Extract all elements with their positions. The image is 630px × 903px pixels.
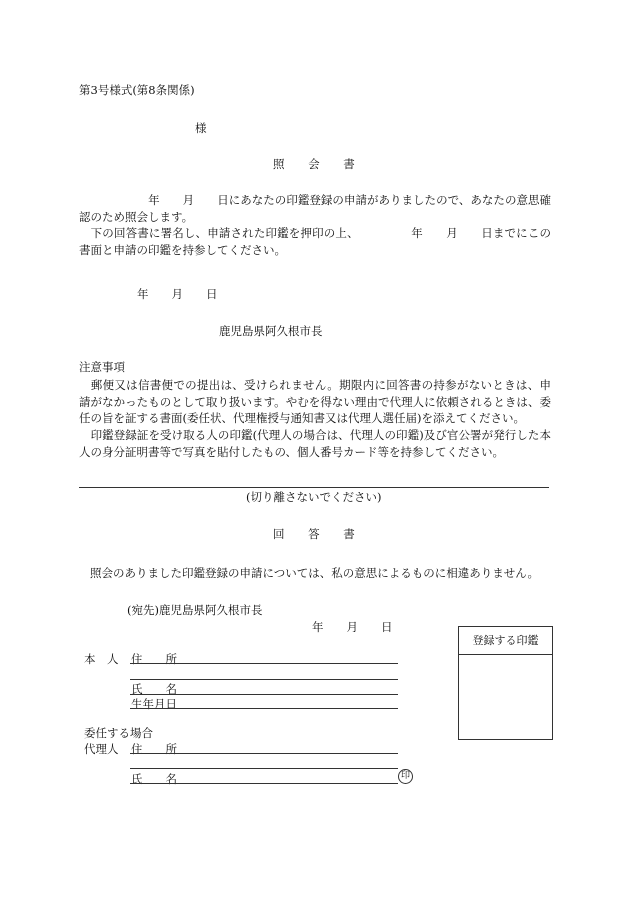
inquiry-body: [79, 192, 551, 259]
delegation-label: 委任する場合: [84, 726, 153, 740]
name-label: 氏 名: [131, 682, 177, 696]
address-line-1[interactable]: [130, 663, 398, 664]
cut-line: [79, 487, 549, 488]
self-label: 本 人: [84, 652, 119, 666]
inquiry-paragraph-2: 下の回答書に署名し、申請された印鑑を押印の上、 年 月 日までにこの書面と申請の印鑑を持参してください。: [79, 226, 551, 258]
form-id: 第3号様式(第8条関係): [79, 83, 195, 97]
agent-name-line[interactable]: [130, 783, 398, 784]
agent-address-line-2[interactable]: [130, 768, 398, 769]
stamp-box-label: 登録する印鑑: [459, 627, 552, 655]
name-line[interactable]: [130, 694, 398, 695]
reply-title: 回 答 書: [273, 527, 355, 541]
inquiry-date: 年 月 日: [137, 287, 218, 301]
agent-address-label: 住 所: [131, 742, 177, 756]
notes-heading: 注意事項: [79, 360, 125, 374]
addressee-suffix: 様: [195, 121, 207, 135]
notes-paragraph-1: 郵便又は信書便での提出は、受けられません。期限内に回答書の持参がないときは、申請がなかったものとして取り扱います。やむを得ない理由で代理人に依頼されるときは、委任の旨を証する書面(委任状、代理権授与通知書又は代理人選任届)を添えてください。: [79, 378, 551, 426]
reply-addressee: (宛先)鹿児島県阿久根市長: [127, 603, 263, 617]
issuer: 鹿児島県阿久根市長: [219, 324, 323, 338]
birth-label: 生年月日: [131, 697, 177, 711]
agent-address-line-1[interactable]: [130, 753, 398, 754]
agent-name-label: 氏 名: [131, 772, 177, 786]
stamp-box[interactable]: [458, 626, 553, 740]
notes-paragraph-2: 印鑑登録証を受け取る人の印鑑(代理人の場合は、代理人の印鑑)及び官公署が発行した本人の身分証明書等で写真を貼付したもの、個人番号カード等を持参してください。: [79, 428, 551, 459]
agent-label: 代理人: [84, 742, 119, 756]
inquiry-paragraph-1: 年 月 日にあなたの印鑑登録の申請がありましたので、あなたの意思確認のため照会します。: [79, 193, 551, 224]
reply-statement: 照会のありました印鑑登録の申請については、私の意思によるものに相違ありません。: [90, 566, 539, 580]
birth-line[interactable]: [130, 708, 398, 709]
address-line-2[interactable]: [130, 679, 398, 680]
inquiry-title: 照 会 書: [273, 157, 355, 171]
seal-mark: 印: [398, 769, 413, 784]
cut-notice: (切り離さないでください): [246, 490, 382, 504]
address-label: 住 所: [131, 652, 177, 666]
notes-body: [79, 377, 551, 460]
reply-date: 年 月 日: [312, 620, 393, 634]
